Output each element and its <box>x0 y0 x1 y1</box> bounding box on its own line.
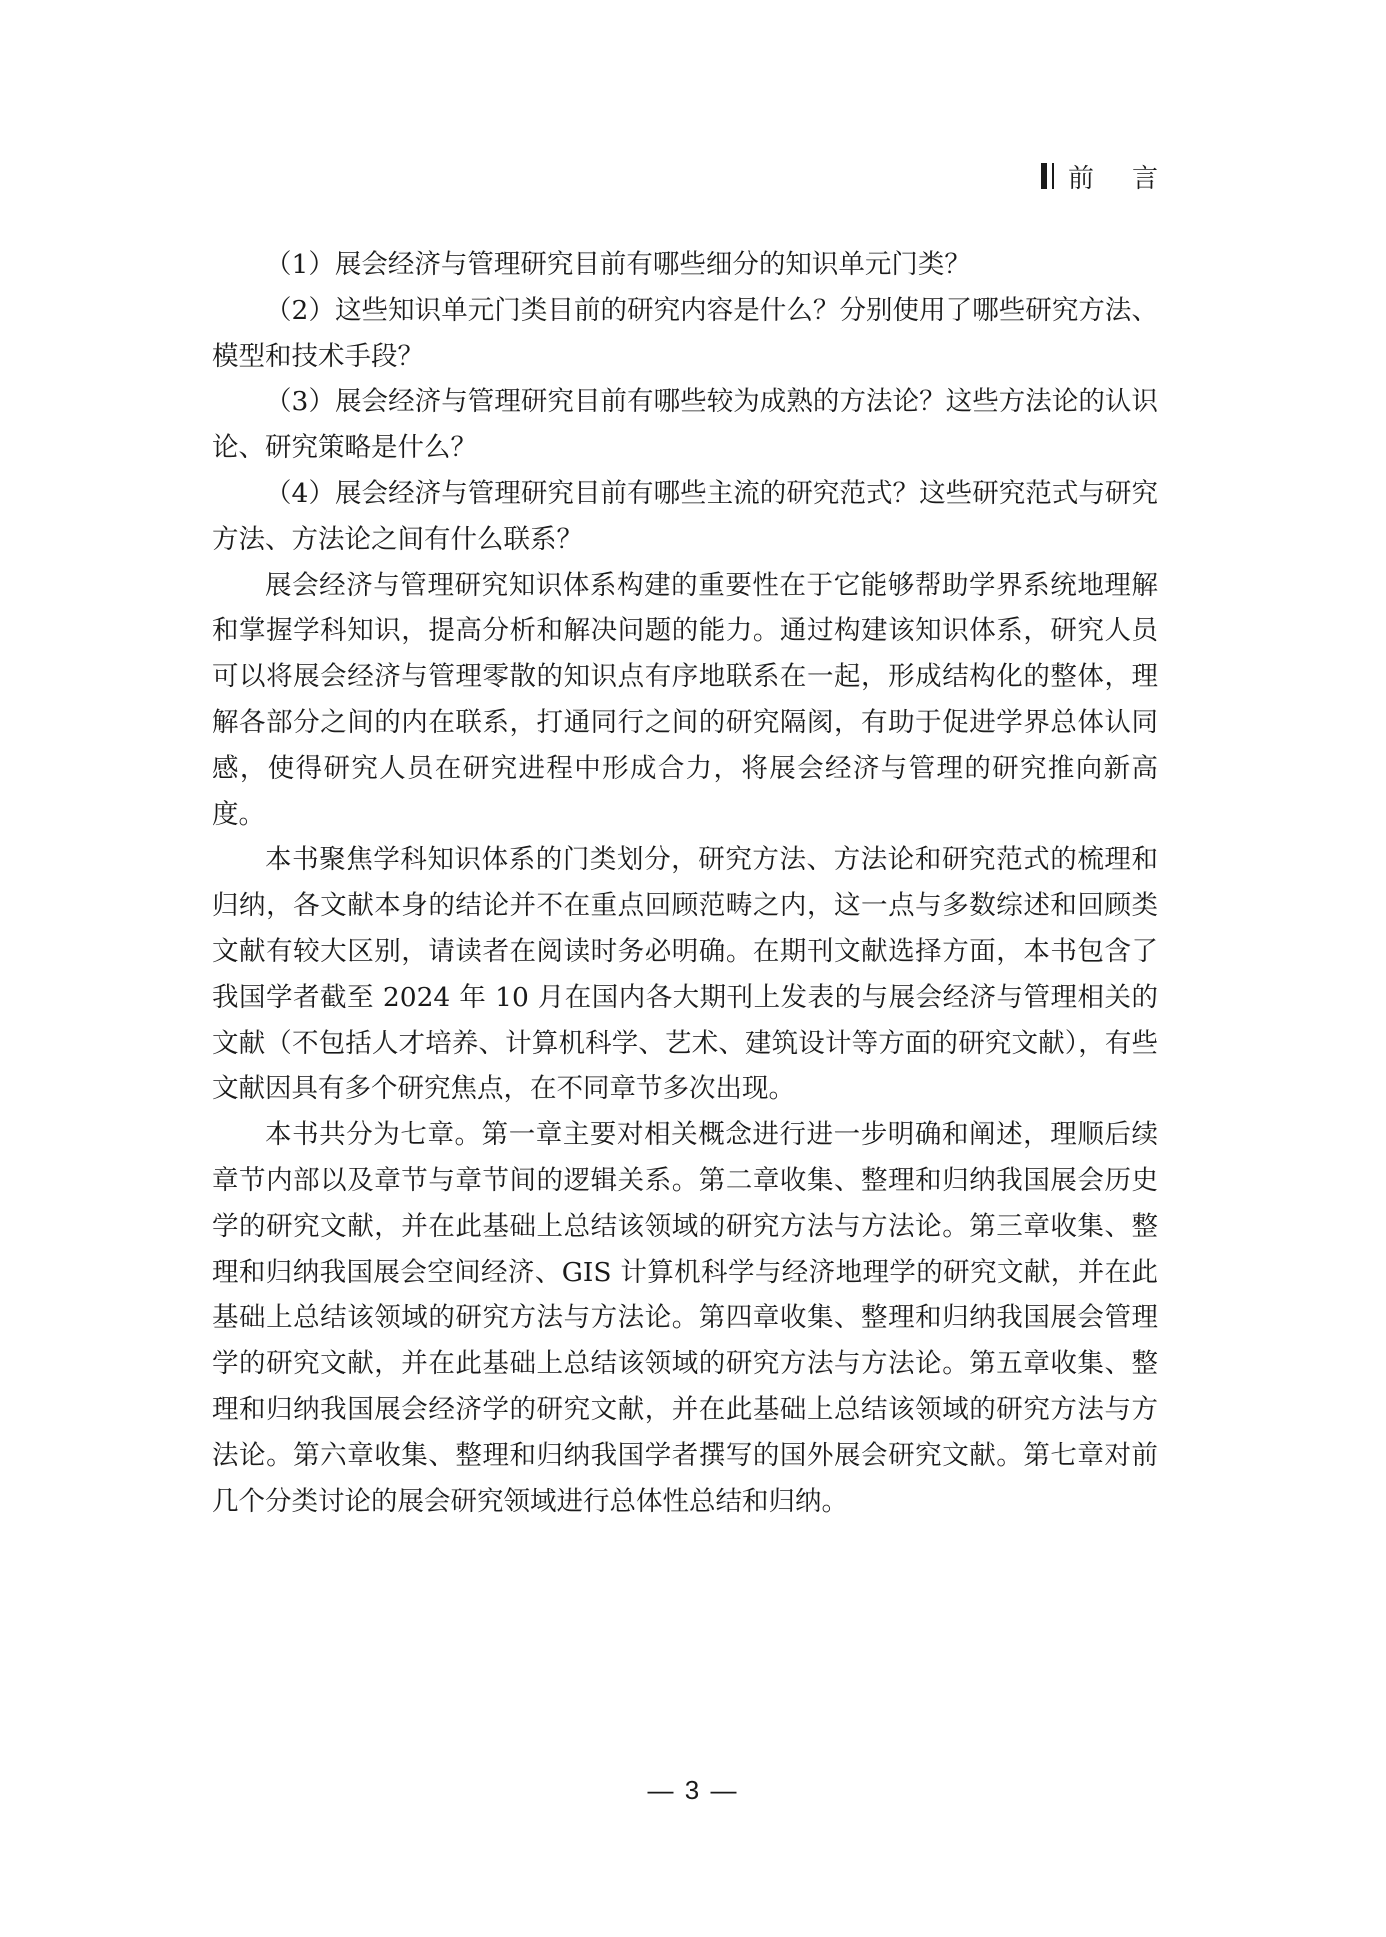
paragraph-chapters: 本书共分为七章。第一章主要对相关概念进行进一步明确和阐述，理顺后续章节内部以及章节与章节间的逻辑关系。第二章收集、整理和归纳我国展会历史学的研究文献，并在此基础上总结该领域的研究方法与方法论。第三章收集、整理和归纳我国展会空间经济、GIS 计算机科学与经济地理学的研究文献，并在此基础上总结该领域的研究方法与方法论。第四章收集、整理和归纳我国展会管理学的研究文献，并在此基础上总结该领域的研究方法与方法论。第五章收集、整理和归纳我国展会经济学的研究文献，并在此基础上总结该领域的研究方法与方法论。第六章收集、整理和归纳我国学者撰写的国外展会研究文献。第七章对前几个分类讨论的展会研究领域进行总体性总结和归纳。 <box>212 1119 1158 1517</box>
page-number: — 3 — <box>647 1775 739 1805</box>
paragraph-question-1: （1）展会经济与管理研究目前有哪些细分的知识单元门类？ <box>265 249 971 280</box>
paragraph-question-2: （2）这些知识单元门类目前的研究内容是什么？分别使用了哪些研究方法、模型和技术手段？ <box>212 294 1158 372</box>
paragraph-question-3: （3）展会经济与管理研究目前有哪些较为成熟的方法论？这些方法论的认识论、研究策略是什么？ <box>212 386 1158 464</box>
paragraph-question-4: （4）展会经济与管理研究目前有哪些主流的研究范式？这些研究范式与研究方法、方法论之间有什么联系？ <box>212 477 1158 555</box>
header-title: 前言 <box>1067 163 1196 194</box>
header-bar-icon <box>1041 163 1054 189</box>
running-header <box>1041 160 1196 194</box>
body-text <box>212 242 1158 1524</box>
paragraph-importance: 展会经济与管理研究知识体系构建的重要性在于它能够帮助学界系统地理解和掌握学科知识，提高分析和解决问题的能力。通过构建该知识体系，研究人员可以将展会经济与管理零散的知识点有序地联系在一起，形成结构化的整体，理解各部分之间的内在联系，打通同行之间的研究隔阂，有助于促进学界总体认同感，使得研究人员在研究进程中形成合力，将展会经济与管理的研究推向新高度。 <box>212 569 1158 830</box>
paragraph-scope: 本书聚焦学科知识体系的门类划分，研究方法、方法论和研究范式的梳理和归纳，各文献本身的结论并不在重点回顾范畴之内，这一点与多数综述和回顾类文献有较大区别，请读者在阅读时务必明确。在期刊文献选择方面，本书包含了我国学者截至 2024 年 10 月在国内各大期刊上发表的与展会经济与管理相关的文献（不包括人才培养、计算机科学、艺术、建筑设计等方面的研究文献），有些文献因具有多个研究焦点，在不同章节多次出现。 <box>212 844 1158 1105</box>
